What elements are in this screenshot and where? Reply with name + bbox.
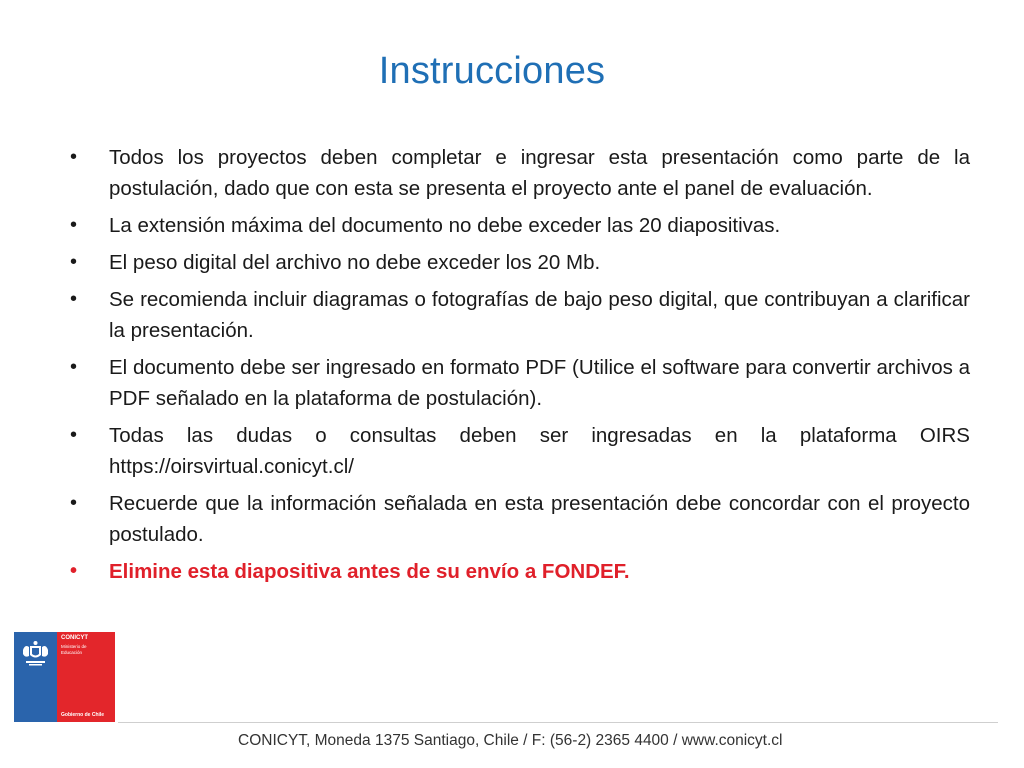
list-item bbox=[70, 284, 970, 346]
chile-coat-of-arms-icon bbox=[20, 640, 51, 668]
bullet-icon: • bbox=[70, 146, 78, 168]
logo-ministry bbox=[61, 644, 87, 655]
bullet-text: Se recomienda incluir diagramas o fotografías de bajo peso digital, que contribuyan a clarificar la presentación. bbox=[109, 288, 970, 342]
logo-blue-panel bbox=[14, 632, 57, 722]
bullet-text: Todos los proyectos deben completar e ingresar esta presentación como parte de la postulación, dado que con esta se presenta el proyecto ante el panel de evaluación. bbox=[109, 146, 970, 200]
bullet-icon: • bbox=[70, 560, 78, 582]
list-item bbox=[70, 488, 970, 550]
bullet-text: El peso digital del archivo no debe exceder los 20 Mb. bbox=[109, 251, 601, 274]
logo-ministry-line1: Ministerio de bbox=[61, 644, 87, 649]
bullet-text: Recuerde que la información señalada en esta presentación debe concordar con el proyecto postulado. bbox=[109, 492, 970, 546]
bullet-text: Todas las dudas o consultas deben ser ingresadas en la plataforma OIRS https://oirsvirtual.conicyt.cl/ bbox=[109, 424, 970, 478]
slide-title: Instrucciones bbox=[378, 50, 606, 92]
bullet-icon: • bbox=[70, 356, 78, 378]
bullet-icon: • bbox=[70, 424, 78, 446]
footer-contact: CONICYT, Moneda 1375 Santiago, Chile / F: (56-2) 2365 4400 / www.conicyt.cl bbox=[238, 732, 783, 749]
list-item bbox=[70, 210, 970, 241]
bullet-icon: • bbox=[70, 214, 78, 236]
conicyt-logo bbox=[14, 632, 115, 722]
alert-list-item bbox=[70, 556, 970, 587]
list-item bbox=[70, 142, 970, 204]
logo-org-name: CONICYT bbox=[61, 635, 88, 641]
bullet-icon: • bbox=[70, 492, 78, 514]
footer-divider bbox=[118, 722, 998, 723]
list-item bbox=[70, 352, 970, 414]
bullet-text: El documento debe ser ingresado en formato PDF (Utilice el software para convertir archivos a PDF señalado en la plataforma de postulación). bbox=[109, 356, 970, 410]
bullet-icon: • bbox=[70, 288, 78, 310]
bullet-icon: • bbox=[70, 251, 78, 273]
bullet-text: La extensión máxima del documento no debe exceder las 20 diapositivas. bbox=[109, 214, 781, 237]
logo-ministry-line2: Educación bbox=[61, 649, 83, 655]
list-item bbox=[70, 420, 970, 482]
instructions-list bbox=[70, 142, 970, 593]
logo-red-panel bbox=[57, 632, 115, 722]
list-item bbox=[70, 247, 970, 278]
logo-government: Gobierno de Chile bbox=[61, 712, 105, 718]
bullet-text: Elimine esta diapositiva antes de su envío a FONDEF. bbox=[109, 560, 630, 583]
